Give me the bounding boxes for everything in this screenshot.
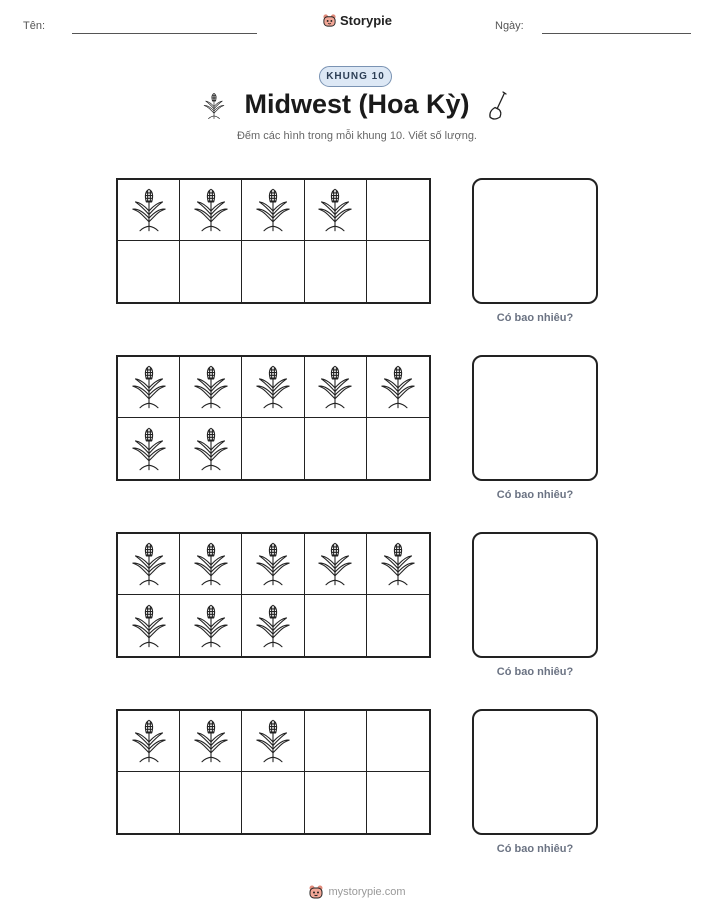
ten-frame-cell — [305, 418, 367, 479]
ten-frame-cell — [242, 357, 304, 418]
ten-frame-cell — [242, 595, 304, 656]
corn-icon — [131, 603, 167, 649]
storypie-logo-icon — [308, 884, 324, 900]
name-line[interactable] — [72, 33, 257, 34]
corn-icon — [317, 364, 353, 410]
ten-frame — [116, 178, 431, 304]
answer-prompt: Có bao nhiêu? — [496, 312, 574, 324]
corn-icon — [131, 364, 167, 410]
ten-frame-cell — [305, 241, 367, 302]
ten-frame-cell — [118, 418, 180, 479]
corn-icon — [317, 187, 353, 233]
corn-icon — [317, 541, 353, 587]
ten-frame-cell — [118, 772, 180, 833]
ten-frame-cell — [367, 418, 429, 479]
answer-box[interactable] — [472, 532, 598, 658]
corn-icon — [193, 603, 229, 649]
ten-frame — [116, 532, 431, 658]
ten-frame-cell — [305, 595, 367, 656]
ten-frame-cell — [180, 595, 242, 656]
ten-frame-cell — [242, 534, 304, 595]
corn-icon — [193, 426, 229, 472]
ten-frame-cell — [242, 772, 304, 833]
ten-frame-cell — [367, 595, 429, 656]
answer-prompt: Có bao nhiêu? — [496, 489, 574, 501]
answer-box[interactable] — [472, 355, 598, 481]
corn-icon — [131, 426, 167, 472]
ten-frame-cell — [180, 241, 242, 302]
corn-icon — [193, 364, 229, 410]
instructions: Đếm các hình trong mỗi khung 10. Viết số lượng. — [236, 130, 477, 142]
answer-box[interactable] — [472, 709, 598, 835]
answer-prompt: Có bao nhiêu? — [496, 843, 574, 855]
ten-frame-cell — [305, 357, 367, 418]
date-line[interactable] — [542, 33, 691, 34]
date-label: Ngày: — [495, 20, 524, 32]
name-label: Tên: — [23, 20, 46, 32]
ten-frame-cell — [118, 534, 180, 595]
ten-frame-cell — [118, 241, 180, 302]
ten-frame — [116, 709, 431, 835]
ten-frame-cell — [180, 418, 242, 479]
ten-frame-cell — [305, 711, 367, 772]
ten-frame-cell — [367, 772, 429, 833]
ten-frame — [116, 355, 431, 481]
ten-frame-cell — [118, 711, 180, 772]
corn-icon — [193, 541, 229, 587]
corn-icon — [380, 541, 416, 587]
corn-icon — [131, 187, 167, 233]
ten-frame-cell — [118, 357, 180, 418]
ten-frame-cell — [367, 180, 429, 241]
ten-frame-badge: KHUNG 10 — [319, 66, 392, 87]
ten-frame-cell — [242, 180, 304, 241]
ten-frame-cell — [242, 418, 304, 479]
ten-frame-cell — [118, 180, 180, 241]
footer — [0, 884, 714, 900]
ten-frame-cell — [242, 241, 304, 302]
ten-frame-cell — [305, 180, 367, 241]
storypie-logo-icon — [322, 13, 337, 28]
shovel-icon — [486, 90, 510, 122]
corn-icon — [131, 718, 167, 764]
corn-icon — [193, 718, 229, 764]
ten-frame-cell — [367, 241, 429, 302]
page-title: Midwest (Hoa Kỳ) — [244, 89, 470, 119]
ten-frame-cell — [367, 711, 429, 772]
ten-frame-cell — [180, 534, 242, 595]
ten-frame-cell — [305, 772, 367, 833]
corn-icon — [380, 364, 416, 410]
corn-icon — [255, 187, 291, 233]
ten-frame-cell — [367, 534, 429, 595]
corn-icon — [255, 603, 291, 649]
brand-name: Storypie — [339, 13, 392, 28]
ten-frame-cell — [367, 357, 429, 418]
answer-prompt: Có bao nhiêu? — [496, 666, 574, 678]
ten-frame-cell — [118, 595, 180, 656]
corn-icon — [193, 187, 229, 233]
ten-frame-cell — [242, 711, 304, 772]
corn-icon — [255, 718, 291, 764]
ten-frame-cell — [180, 772, 242, 833]
brand-logo — [0, 13, 714, 28]
ten-frame-cell — [180, 180, 242, 241]
footer-url: mystorypie.com — [328, 886, 406, 898]
ten-frame-cell — [180, 357, 242, 418]
corn-icon — [255, 364, 291, 410]
corn-icon — [131, 541, 167, 587]
ten-frame-cell — [305, 534, 367, 595]
ten-frame-cell — [180, 711, 242, 772]
answer-box[interactable] — [472, 178, 598, 304]
corn-icon — [255, 541, 291, 587]
